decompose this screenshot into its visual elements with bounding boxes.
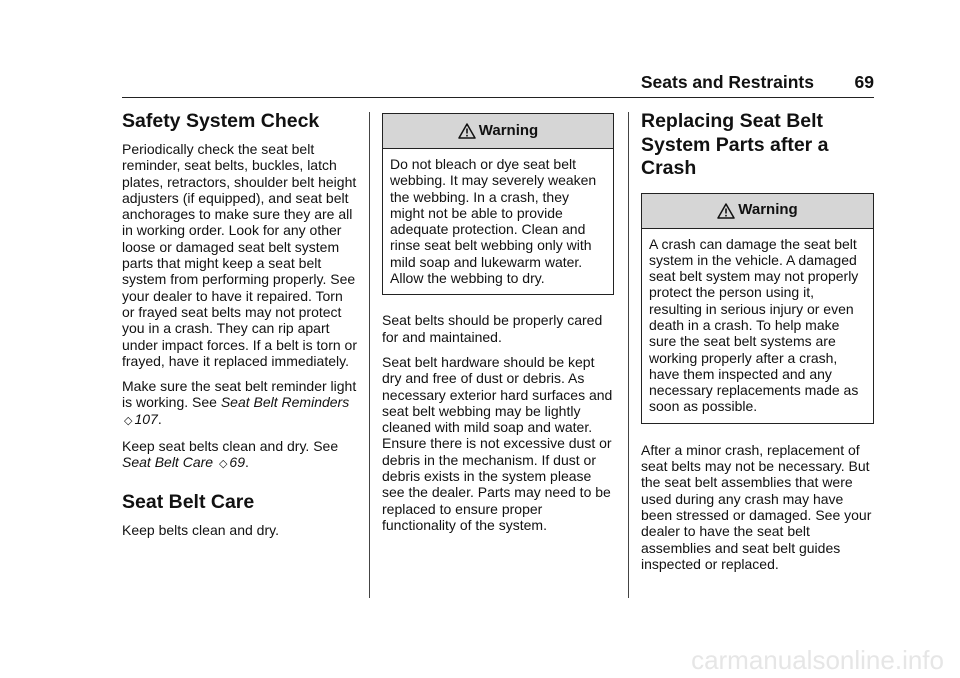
paragraph-keep-belts: Keep belts clean and dry. [122, 521, 279, 538]
column-middle [382, 113, 614, 542]
link-seat-belt-care[interactable]: Seat Belt Care [122, 454, 214, 471]
paragraph-keep-clean: Keep seat belts clean and dry. See Seat Belt Care ◇ 69. [122, 438, 339, 471]
header-rule [122, 97, 874, 98]
paragraph-reminder-light: Make sure the seat belt reminder light is working. See Seat Belt Reminders ◇ 107. [122, 378, 357, 427]
section-title: Seats and Restraints [640, 72, 814, 92]
column-right [641, 110, 874, 581]
running-header [122, 72, 874, 98]
link-seat-belt-reminders[interactable]: Seat Belt Reminders [220, 394, 350, 411]
warning-header [383, 114, 613, 149]
watermark: carmanualsonline.info [691, 645, 944, 675]
page-ref-icon: ◇ [218, 458, 228, 471]
warning-text: Do not bleach or dye seat belt webbing. It may severely weaken the webbing. In a crash, they might not be able to provide adequate protection. Clean and rinse seat belt webbing only with mild soap and lukewarm water. Allow the webbing to dry. [390, 156, 597, 287]
warning-header [642, 194, 873, 229]
paragraph-minor-crash: After a minor crash, replacement of seat belts may not be necessary. But the seat belt assemblies that were used during any crash may have been stressed or damaged. See your dealer to have the seat belt assemblies and seat belt guides inspected or replaced. [641, 441, 872, 572]
paragraph-cared-for: Seat belts should be properly cared for and maintained. [382, 312, 603, 345]
column-divider-right [628, 112, 629, 598]
warning-text: A crash can damage the seat belt system in the vehicle. A damaged seat belt system may not properly protect the person using it, resulting in serious injury or even death in a crash. To help make sure the seat belt systems are working properly after a crash, have them inspected and any necessary replacements made as soon as possible. [649, 235, 859, 415]
paragraph-hardware: Seat belt hardware should be kept dry and free of dust or debris. As necessary exterior hard surfaces and seat belt webbing may be lightly cleaned with mild soap and water. Ensure there is not excessive dust or debris in the mechanism. If dust or debris exists in the system please see the dealer. Parts may need to be replaced to ensure proper functionality of the system. [382, 353, 613, 533]
warning-label: Warning [478, 121, 539, 139]
warning-box [641, 193, 874, 424]
warning-box [382, 113, 614, 295]
link-page-69[interactable]: 69 [229, 454, 245, 471]
column-divider-left [369, 112, 370, 598]
heading-replacing-parts: Replacing Seat Belt System Parts after a Crash [641, 110, 829, 179]
warning-label: Warning [738, 201, 798, 219]
warning-triangle-icon [717, 203, 735, 219]
warning-triangle-icon [458, 123, 476, 139]
page-number: 69 [854, 72, 874, 92]
link-page-107[interactable]: 107 [134, 410, 158, 427]
page-ref-icon: ◇ [124, 414, 133, 427]
paragraph-periodic-check: Periodically check the seat belt reminder, seat belts, buckles, latch plates, retractors, shoulder belt height adjusters (if equipped), and seat belt anchorages to make sure they are all in working order. Look for any other loose or damaged seat belt system parts that might keep a seat belt system from performing properly. See your dealer to have it repaired. Torn or frayed seat belts may not protect you in a crash. They can rip apart under impact forces. If a belt is torn or frayed, have it replaced immediately. [122, 141, 357, 369]
heading-safety-system-check: Safety System Check [122, 110, 320, 132]
column-left [122, 110, 358, 547]
heading-seat-belt-care: Seat Belt Care [122, 490, 255, 513]
